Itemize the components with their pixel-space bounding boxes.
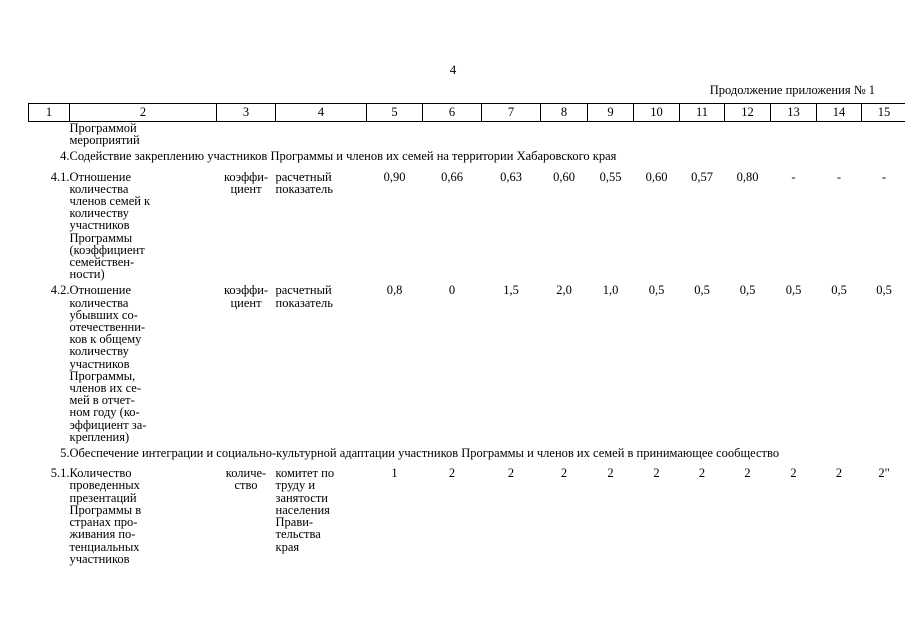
value-cell: 1,0 — [602, 283, 619, 298]
indicator-name: Отношение количества убывших со- отечественни- ков к общему количеству участников Программы, членов их се- мей в отчет- ном году (ко- эффициент за- крепления) — [69, 283, 147, 444]
header-cell: 11 — [680, 104, 725, 122]
header-cell: 8 — [541, 104, 588, 122]
value-cell: 0,5 — [694, 283, 710, 298]
header-cell: 5 — [367, 104, 423, 122]
header-cell: 9 — [588, 104, 634, 122]
value-cell: 0,5 — [831, 283, 847, 298]
header-cell: 14 — [817, 104, 862, 122]
value-cell: 0,80 — [736, 169, 759, 184]
header-cell: 10 — [634, 104, 680, 122]
row-number: 5.1. — [50, 466, 70, 481]
value-cell: 0,63 — [500, 169, 522, 184]
value-cell: - — [791, 169, 796, 184]
value-cell: 2 — [653, 466, 660, 481]
column-number-header — [29, 104, 905, 122]
indicator-name: Количество проведенных презентаций Программы в странах про- живания по- тенциальных участников — [69, 466, 142, 566]
value-cell: 0,8 — [386, 283, 403, 298]
source-cell: комитет по труду и занятости населения Прави- тельства края — [275, 466, 335, 554]
unit-cell: количе- ство — [225, 466, 267, 493]
value-cell: 1 — [391, 466, 398, 481]
header-cell: 3 — [217, 104, 276, 122]
indicator-name: Отношение количества членов семей к количеству участников Программы (коэффициент семействен- ности) — [69, 169, 151, 282]
value-cell: 2 — [790, 466, 797, 481]
table-row — [29, 171, 905, 281]
value-cell: 0,90 — [383, 169, 406, 184]
value-cell: 0,66 — [441, 169, 463, 184]
source-cell: расчетный показатель — [275, 283, 333, 310]
section-number: 4. — [60, 149, 70, 164]
unit-cell: коэффи- циент — [223, 283, 269, 310]
section-row-4 — [29, 150, 905, 170]
header-cell: 7 — [482, 104, 541, 122]
row-number: 4.2. — [50, 283, 70, 298]
section-title: Содействие закреплению участников Программы и членов их семей на территории Хабаровского края — [69, 149, 617, 164]
header-cell: 2 — [70, 104, 217, 122]
value-cell: - — [881, 169, 887, 184]
value-cell: - — [836, 169, 842, 184]
value-cell: 0,5 — [648, 283, 665, 298]
value-cell: 0 — [448, 283, 456, 298]
carryover-text: Программой мероприятий — [69, 121, 140, 148]
page-number: 4 — [449, 62, 457, 77]
section-row-5 — [29, 447, 905, 467]
unit-cell: коэффи- циент — [223, 169, 269, 196]
header-cell: 4 — [276, 104, 367, 122]
value-cell: 2 — [607, 466, 614, 481]
value-cell: 2 — [560, 466, 568, 481]
value-cell: 0,60 — [553, 169, 575, 184]
value-cell: 2 — [744, 466, 751, 481]
header-cell: 12 — [725, 104, 771, 122]
header-cell: 15 — [862, 104, 905, 122]
value-cell: 1,5 — [503, 283, 519, 298]
row-number: 4.1. — [50, 169, 70, 184]
value-cell: 2 — [507, 466, 515, 481]
value-cell: 2" — [878, 466, 890, 481]
value-cell: 0,5 — [876, 283, 892, 298]
value-cell: 0,55 — [599, 169, 622, 184]
value-cell: 2 — [448, 466, 456, 481]
value-cell: 0,60 — [645, 169, 668, 184]
header-cell: 1 — [29, 104, 70, 122]
header-cell: 6 — [423, 104, 482, 122]
carryover-row — [29, 122, 905, 147]
header-cell: 13 — [771, 104, 817, 122]
continuation-title: Продолжение приложения № 1 — [709, 83, 875, 97]
value-cell: 2 — [698, 466, 706, 481]
value-cell: 0,5 — [785, 283, 802, 298]
table-row — [29, 284, 905, 443]
section-title: Обеспечение интеграции и социально-культурной адаптации участников Программы и членов их семей в принимающее сообщество — [69, 446, 780, 461]
source-cell: расчетный показатель — [275, 169, 333, 196]
table-row — [29, 467, 905, 565]
value-cell: 0,5 — [739, 283, 756, 298]
section-number: 5. — [60, 446, 70, 461]
value-cell: 2,0 — [556, 283, 572, 298]
indicators-table — [28, 103, 905, 565]
value-cell: 2 — [835, 466, 843, 481]
value-cell: 0,57 — [691, 169, 713, 184]
